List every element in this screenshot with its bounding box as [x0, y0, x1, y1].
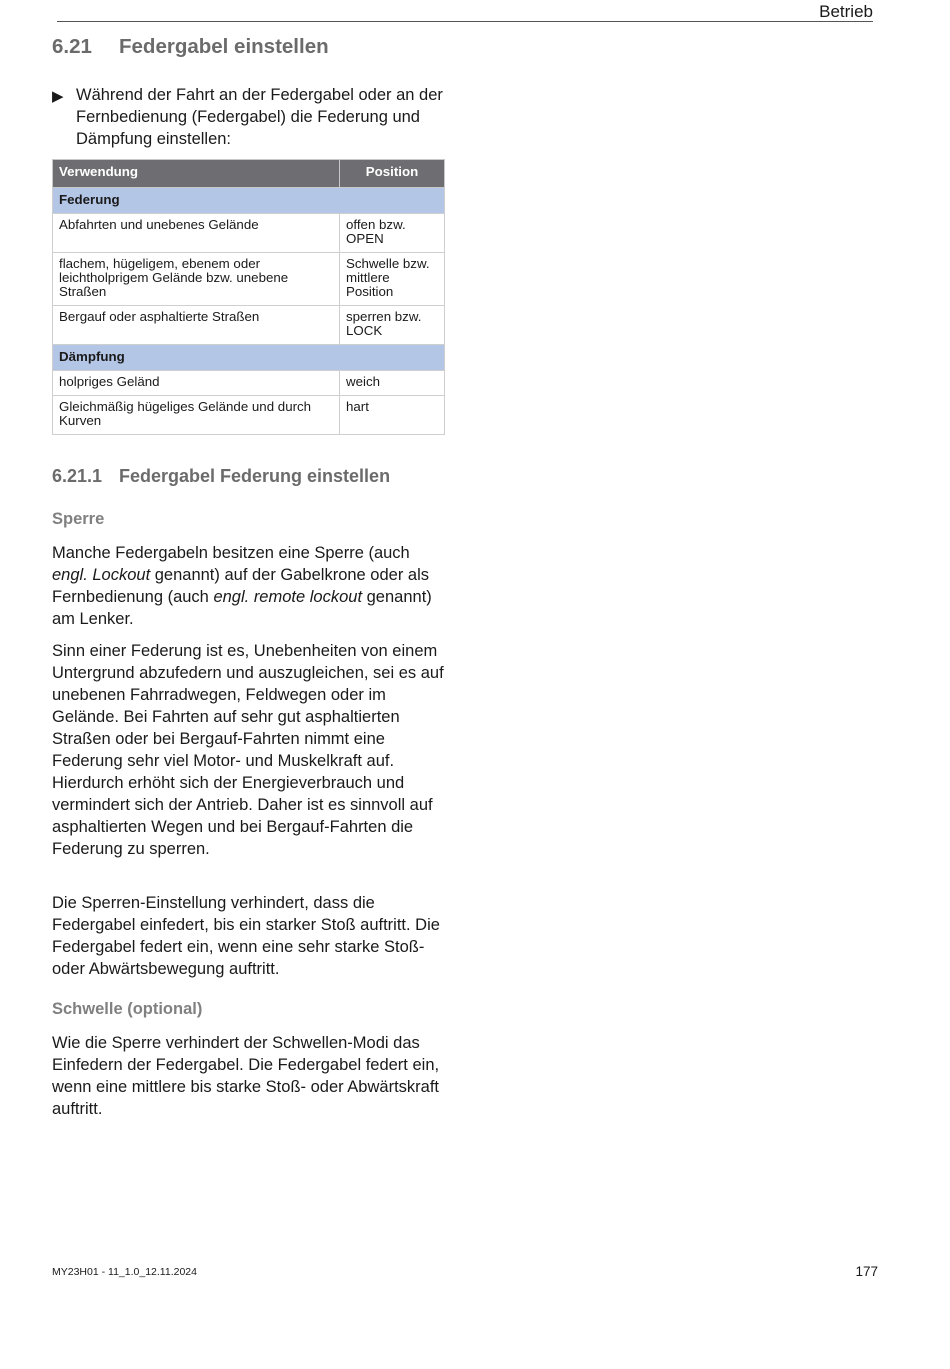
header-rule: [57, 21, 873, 22]
paragraph-sperre-setting: Die Sperren-Einstellung verhindert, dass die Federgabel einfedert, bis ein starker Stoß auftritt. Die Federgabel federt ein, wenn eine sehr starke Stoß- oder Abwärtsbewegung auftritt.: [52, 894, 440, 978]
subsection-number: 6.21.1: [52, 466, 103, 486]
usage-cell: Bergauf oder asphaltierte Straßen: [53, 306, 340, 345]
usage-cell: flachem, hügeligem, ebenem oder leichtholprigem Gelände bzw. unebene Straßen: [53, 253, 340, 306]
group-row: [53, 188, 445, 214]
heading-sperre: Sperre: [52, 510, 105, 528]
usage-cell: Gleichmäßig hügeliges Gelände und durch Kurven: [53, 396, 340, 435]
position-cell: weich: [340, 371, 445, 396]
column-header-position: Position: [340, 160, 445, 188]
section-title: [52, 35, 329, 59]
subsection-title: [52, 466, 390, 487]
instruction-text: Während der Fahrt an der Federgabel oder an der Fernbedienung (Federgabel) die Federung und Dämpfung einstellen:: [76, 86, 443, 148]
running-header: Betrieb: [819, 2, 873, 21]
section-number: 6.21: [52, 35, 92, 58]
table-header-row: [53, 160, 445, 188]
position-cell: sperren bzw. LOCK: [340, 306, 445, 345]
paragraph-sperre-purpose: Sinn einer Federung ist es, Unebenheiten von einem Untergrund abzufedern und auszugleichen, sei es auf unebenen Fahrradwegen, Feldwegen oder im Gelände. Bei Fahrten auf sehr gut asphaltierten Straßen oder bei Bergauf-Fahrten nimmt eine Federung sehr viel Motor- und Muskelkraft auf. Hierdurch erhöht sich der Energieverbrauch und vermindert sich der Antrieb. Daher ist es sinnvoll auf asphaltierten Wegen und bei Bergauf-Fahrten die Federung zu sperren.: [52, 642, 444, 858]
position-cell: hart: [340, 396, 445, 435]
usage-cell: holpriges Geländ: [53, 371, 340, 396]
group-title: Federung: [53, 188, 445, 214]
table-row: [53, 306, 445, 345]
page-number: 177: [855, 1264, 878, 1279]
table-row: [53, 214, 445, 253]
step-arrow-icon: ▶: [52, 88, 64, 105]
subsection-title-text: Federgabel Federung einstellen: [119, 466, 391, 486]
position-cell: offen bzw. OPEN: [340, 214, 445, 253]
column-header-usage: Verwendung: [53, 160, 340, 188]
footer-document-id: MY23H01 - 11_1.0_12.11.2024: [52, 1266, 197, 1278]
table-row: [53, 253, 445, 306]
group-title: Dämpfung: [53, 345, 445, 371]
usage-cell: Abfahrten und unebenes Gelände: [53, 214, 340, 253]
settings-table: [52, 159, 445, 435]
group-row: [53, 345, 445, 371]
table-row: [53, 371, 445, 396]
position-cell: Schwelle bzw. mittlere Position: [340, 253, 445, 306]
table-row: [53, 396, 445, 435]
instruction-step: [52, 84, 452, 150]
section-title-text: Federgabel einstellen: [119, 35, 329, 58]
paragraph-sperre-intro: Manche Federgabeln besitzen eine Sperre (auch engl. Lockout genannt) auf der Gabelkrone oder als Fernbedienung (auch engl. remote lockout genannt) am Lenker.: [52, 544, 432, 628]
heading-schwelle: Schwelle (optional): [52, 1000, 203, 1018]
paragraph-schwelle: Wie die Sperre verhindert der Schwellen-Modi das Einfedern der Federgabel. Die Federgabel federt ein, wenn eine mittlere bis starke Stoß- oder Abwärtskraft auftritt.: [52, 1034, 440, 1118]
